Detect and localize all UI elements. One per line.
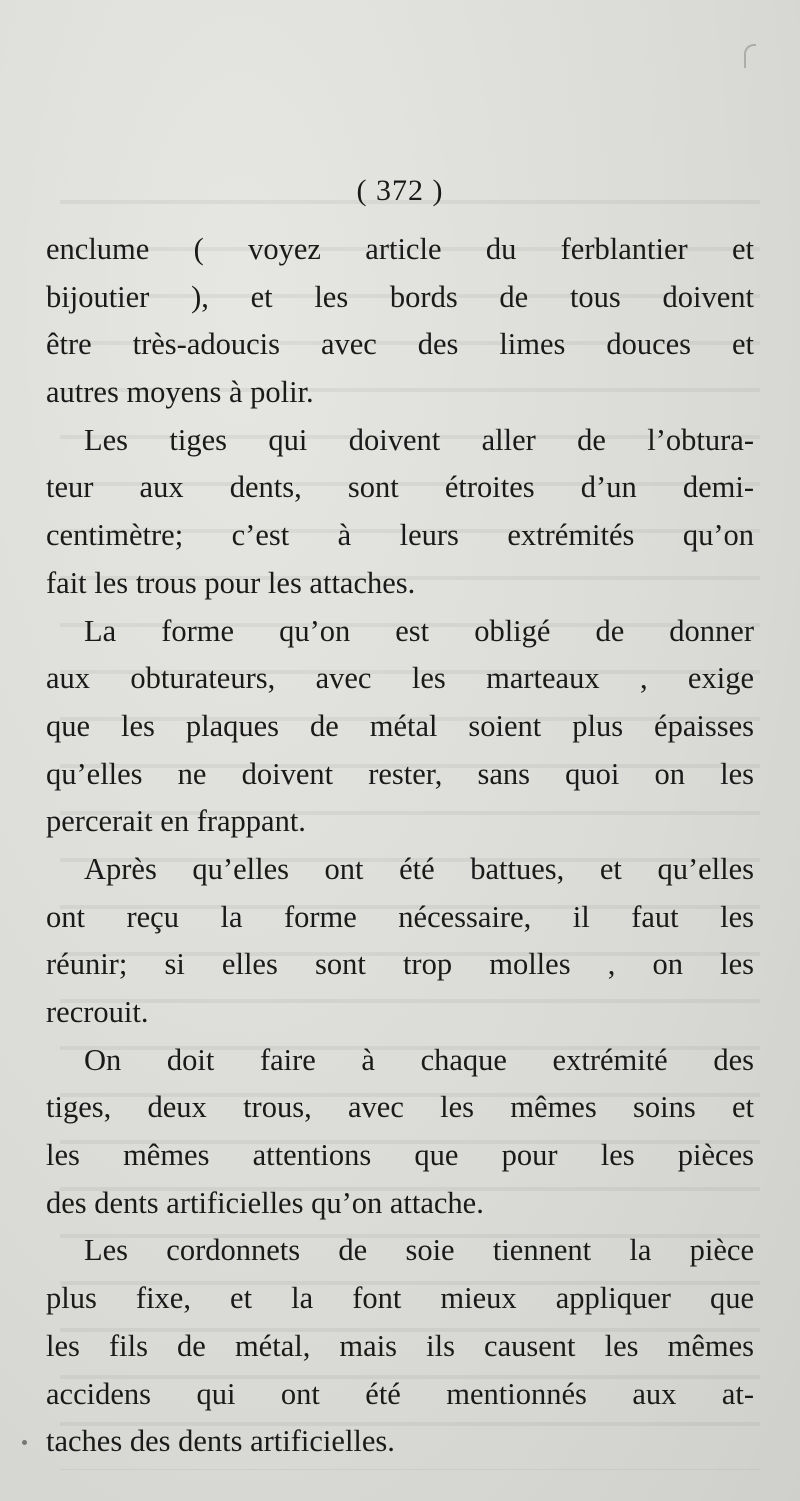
text-line: les fils de métal, mais ils causent les mêmes xyxy=(46,1328,754,1363)
text-line: ont reçu la forme nécessaire, il faut les xyxy=(46,899,754,934)
corner-smudge xyxy=(744,44,756,68)
text-line: réunir; si elles sont trop molles , on les xyxy=(46,947,754,982)
text-line: autres moyens à polir. xyxy=(46,375,314,410)
text-line: les mêmes attentions que pour les pièces xyxy=(46,1138,754,1173)
body-text xyxy=(46,226,754,1466)
text-line: teur aux dents, sont étroites d’un demi- xyxy=(46,470,754,505)
text-line: bijoutier ), et les bords de tous doivent xyxy=(46,279,754,314)
text-line: enclume ( voyez article du ferblantier et xyxy=(46,232,754,266)
text-line: La forme qu’on est obligé de donner xyxy=(84,613,754,648)
text-line: qu’elles ne doivent rester, sans quoi on les xyxy=(46,756,754,791)
text-line: aux obturateurs, avec les marteaux , exige xyxy=(46,661,754,696)
text-line: recrouit. xyxy=(46,995,149,1029)
text-line: Les tiges qui doivent aller de l’obtura- xyxy=(84,422,754,457)
ink-dot xyxy=(22,1440,27,1445)
text-line: des dents artificielles qu’on attache. xyxy=(46,1185,484,1220)
text-line: fait les trous pour les attaches. xyxy=(46,565,416,600)
text-line: percerait en frappant. xyxy=(46,804,306,839)
text-line: On doit faire à chaque extrémité des xyxy=(84,1042,754,1077)
text-line: être très-adoucis avec des limes douces et xyxy=(46,327,754,362)
text-line: Après qu’elles ont été battues, et qu’elles xyxy=(84,851,754,886)
text-line: tiges, deux trous, avec les mêmes soins et xyxy=(46,1090,754,1125)
text-line: plus fixe, et la font mieux appliquer que xyxy=(46,1281,754,1316)
text-line: taches des dents artificielles. xyxy=(46,1424,395,1459)
page-number: ( 372 ) xyxy=(356,174,444,207)
text-line: accidens qui ont été mentionnés aux at- xyxy=(46,1376,754,1411)
text-line: centimètre; c’est à leurs extrémités qu’on xyxy=(46,518,754,553)
text-line: Les cordonnets de soie tiennent la pièce xyxy=(84,1233,754,1268)
text-line: que les plaques de métal soient plus épaisses xyxy=(46,708,754,743)
